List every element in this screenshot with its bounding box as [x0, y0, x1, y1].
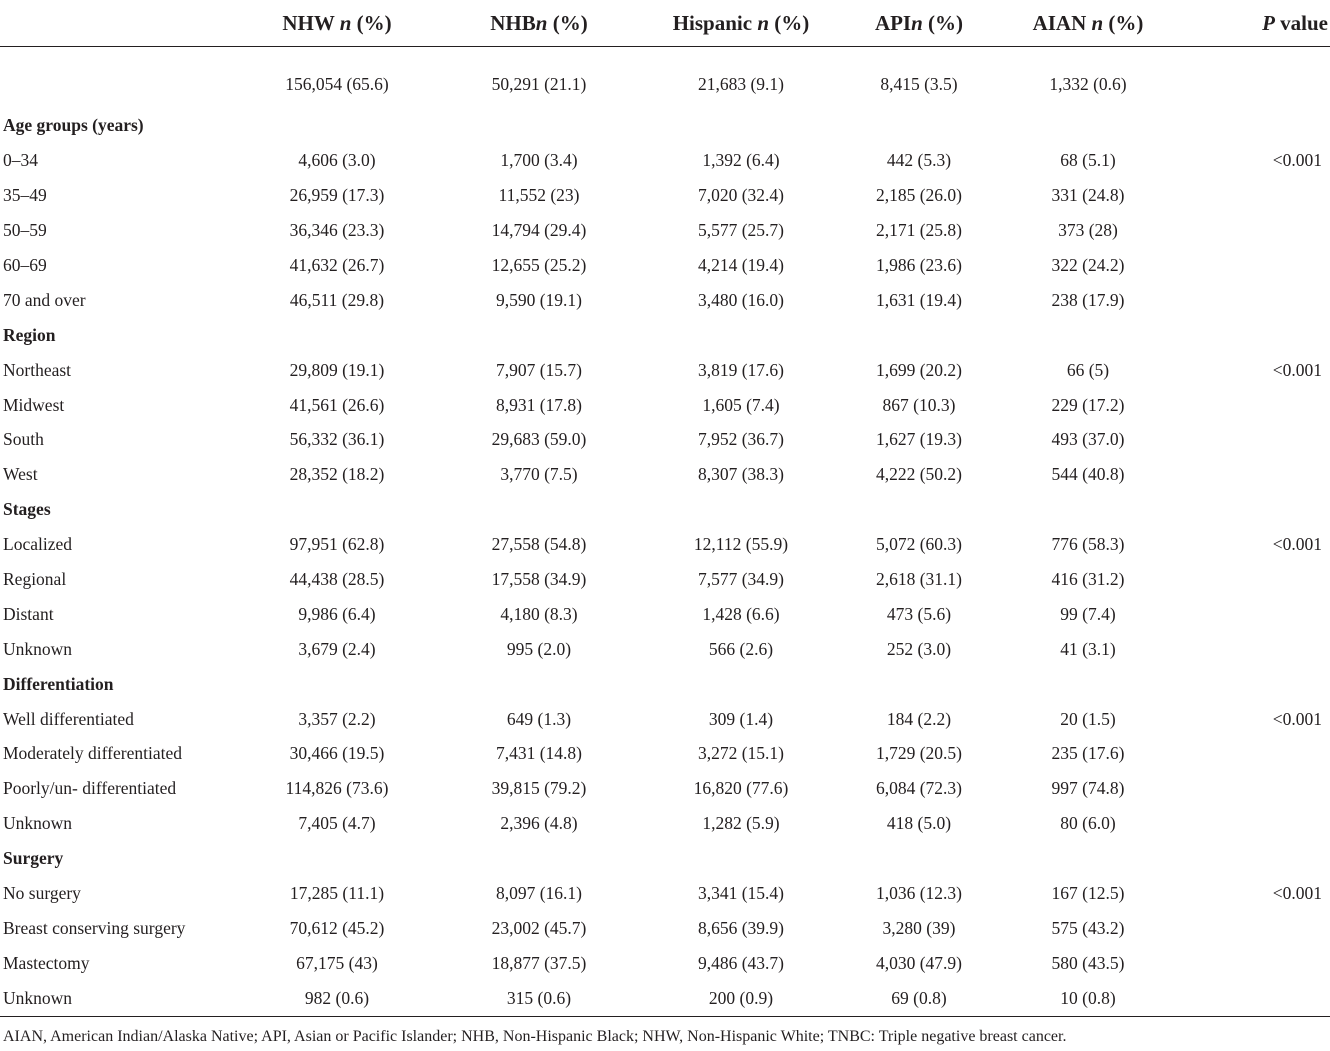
value-cell: 867 (10.3) [882, 394, 956, 415]
value-cell: 80 (6.0) [1060, 813, 1116, 834]
value-cell: 1,631 (19.4) [875, 289, 963, 310]
row-label: Moderately differentiated [3, 743, 182, 764]
column-header-italic: P [1262, 10, 1275, 35]
value-cell: 36,346 (23.3) [289, 220, 385, 241]
value-cell: 11,552 (23) [498, 185, 580, 206]
p-value-cell [1178, 841, 1330, 876]
column-header-suffix: value [1274, 10, 1328, 35]
table-body [0, 47, 1330, 1017]
value-cell: 1,036 (12.3) [875, 883, 963, 904]
value-cell: 8,415 (3.5) [880, 74, 958, 95]
p-value-cell [1178, 109, 1330, 144]
column-header-4 [840, 0, 998, 47]
table-row [0, 737, 1330, 772]
value-cell: 156,054 (65.6) [285, 74, 389, 95]
value-cell: 114,826 (73.6) [285, 778, 389, 799]
value-cell: 7,431 (14.8) [495, 743, 583, 764]
table-row [0, 213, 1330, 248]
section-label: Differentiation [3, 673, 114, 694]
p-value-cell [1178, 318, 1330, 353]
p-value-cell [1178, 806, 1330, 841]
value-cell: 26,959 (17.3) [289, 185, 385, 206]
value-cell: 12,655 (25.2) [491, 255, 587, 275]
column-header-suffix: (%) [351, 10, 392, 35]
p-value-cell [1178, 492, 1330, 527]
row-label: Midwest [3, 394, 65, 415]
value-cell: 12,112 (55.9) [693, 534, 789, 555]
value-cell: 9,486 (43.7) [697, 952, 785, 973]
value-cell: 28,352 (18.2) [289, 464, 385, 485]
p-value-cell [1178, 248, 1330, 283]
row-label [0, 47, 238, 109]
value-cell [998, 667, 1178, 702]
value-cell: 167 (12.5) [1051, 883, 1125, 904]
table-row [0, 981, 1330, 1016]
value-cell [436, 492, 642, 527]
value-cell: 29,683 (59.0) [491, 429, 587, 450]
table-row [0, 911, 1330, 946]
value-cell: 2,396 (4.8) [500, 813, 578, 834]
row-label: 35–49 [3, 185, 47, 206]
table-row [0, 457, 1330, 492]
value-cell: 238 (17.9) [1051, 289, 1125, 310]
value-cell [998, 109, 1178, 144]
table-row [0, 946, 1330, 981]
value-cell: 2,618 (31.1) [875, 569, 963, 590]
value-cell: 4,222 (50.2) [875, 464, 963, 485]
value-cell: 3,480 (16.0) [697, 289, 785, 310]
table-row [0, 527, 1330, 562]
value-cell: 575 (43.2) [1051, 917, 1125, 938]
value-cell [998, 841, 1178, 876]
value-cell: 1,700 (3.4) [500, 150, 578, 171]
value-cell: 27,558 (54.8) [491, 534, 587, 555]
p-value-cell [1178, 423, 1330, 458]
p-value-cell [1178, 632, 1330, 667]
value-cell: 3,357 (2.2) [298, 708, 376, 729]
row-label: South [3, 429, 44, 450]
value-cell [436, 667, 642, 702]
row-label: 0–34 [3, 150, 38, 171]
value-cell [642, 318, 840, 353]
p-value-cell [1178, 213, 1330, 248]
value-cell: 5,072 (60.3) [875, 534, 963, 555]
column-header-italic: n [911, 10, 923, 35]
value-cell: 1,605 (7.4) [702, 394, 780, 415]
value-cell: 9,986 (6.4) [298, 603, 376, 624]
p-value-cell [1178, 981, 1330, 1016]
value-cell: 1,627 (19.3) [875, 429, 963, 450]
row-label: 60–69 [3, 255, 47, 275]
column-header-text: NHW [282, 10, 340, 35]
value-cell: 44,438 (28.5) [289, 569, 385, 590]
value-cell: 16,820 (77.6) [693, 778, 789, 799]
header-row [0, 0, 1330, 47]
p-value-cell [1178, 178, 1330, 213]
value-cell: 7,020 (32.4) [697, 185, 785, 206]
value-cell [840, 492, 998, 527]
value-cell: 2,185 (26.0) [875, 185, 963, 206]
table-row [0, 876, 1330, 911]
column-header-text: NHB [490, 10, 536, 35]
table-row [0, 632, 1330, 667]
value-cell: 7,907 (15.7) [495, 359, 583, 380]
value-cell: 10 (0.8) [998, 981, 1178, 1016]
p-value-cell [1178, 47, 1330, 109]
value-cell: 229 (17.2) [1051, 394, 1125, 415]
table-row [0, 423, 1330, 458]
value-cell: 473 (5.6) [886, 603, 952, 624]
value-cell [840, 318, 998, 353]
table-footnote: AIAN, American Indian/Alaska Native; API, Asian or Pacific Islander; NHB, Non-Hispanic Black; NHW, Non-Hispanic White; TNBC: Triple negative breast cancer. [3, 1028, 1067, 1045]
column-header-text: Hispanic [672, 10, 758, 35]
column-header-italic: n [339, 10, 352, 35]
row-label: Northeast [3, 359, 72, 380]
column-header-italic: n [535, 10, 548, 35]
value-cell: 649 (1.3) [506, 708, 572, 729]
value-cell [238, 318, 436, 353]
value-cell: 68 (5.1) [1060, 150, 1116, 171]
value-cell [238, 841, 436, 876]
value-cell: 5,577 (25.7) [697, 220, 785, 241]
value-cell [642, 841, 840, 876]
value-cell: 997 (74.8) [1051, 778, 1125, 799]
value-cell: 20 (1.5) [1060, 708, 1116, 729]
column-header-text: API [874, 10, 912, 35]
value-cell: 309 (1.4) [708, 708, 774, 729]
column-header-text: AIAN [1032, 10, 1092, 35]
row-label: Unknown [0, 981, 238, 1016]
row-label: Regional [3, 569, 67, 590]
column-header-1 [238, 0, 436, 47]
value-cell: 4,606 (3.0) [298, 150, 376, 171]
p-value-cell [1178, 388, 1330, 423]
value-cell: 416 (31.2) [1051, 569, 1125, 590]
p-value-cell: <0.001 [1272, 359, 1322, 380]
value-cell: 9,590 (19.1) [495, 289, 583, 310]
value-cell: 331 (24.8) [1051, 185, 1125, 206]
value-cell: 982 (0.6) [238, 981, 436, 1016]
section-label: Surgery [3, 848, 64, 869]
value-cell: 8,656 (39.9) [697, 917, 785, 938]
p-value-cell: <0.001 [1272, 534, 1322, 555]
value-cell: 442 (5.3) [886, 150, 952, 171]
section-label: Region [3, 324, 56, 345]
value-cell: 70,612 (45.2) [289, 917, 385, 938]
value-cell: 99 (7.4) [1060, 603, 1116, 624]
column-header-suffix: (%) [547, 10, 588, 35]
row-label: Poorly/un- differentiated [3, 778, 177, 799]
value-cell [840, 841, 998, 876]
value-cell: 30,466 (19.5) [289, 743, 385, 764]
value-cell: 995 (2.0) [506, 638, 572, 659]
value-cell: 580 (43.5) [1051, 952, 1125, 973]
column-header-6 [1178, 0, 1330, 47]
value-cell: 184 (2.2) [886, 708, 952, 729]
table-row [0, 597, 1330, 632]
value-cell: 1,986 (23.6) [875, 255, 963, 275]
section-label: Age groups (years) [3, 115, 144, 136]
value-cell: 373 (28) [1058, 220, 1118, 241]
table-row [0, 283, 1330, 318]
value-cell: 252 (3.0) [886, 638, 952, 659]
value-cell: 23,002 (45.7) [491, 917, 587, 938]
table-row [0, 702, 1330, 737]
value-cell: 1,392 (6.4) [702, 150, 780, 171]
column-header-suffix: (%) [769, 10, 810, 35]
value-cell: 3,770 (7.5) [500, 464, 578, 485]
column-header-suffix: (%) [922, 10, 964, 35]
value-cell [238, 109, 436, 144]
value-cell: 418 (5.0) [886, 813, 952, 834]
value-cell: 776 (58.3) [1051, 534, 1125, 555]
table-row [0, 806, 1330, 841]
value-cell: 1,729 (20.5) [875, 743, 963, 764]
section-header-row [0, 109, 1330, 144]
section-header-row [0, 318, 1330, 353]
p-value-cell [1178, 667, 1330, 702]
column-header-3 [642, 0, 840, 47]
value-cell: 4,180 (8.3) [500, 603, 578, 624]
value-cell: 4,030 (47.9) [875, 952, 963, 973]
value-cell: 4,214 (19.4) [697, 255, 785, 275]
value-cell: 69 (0.8) [840, 981, 998, 1016]
p-value-cell [1178, 283, 1330, 318]
value-cell: 56,332 (36.1) [289, 429, 385, 450]
value-cell [998, 318, 1178, 353]
column-header-suffix: (%) [1103, 10, 1144, 35]
column-header-0 [0, 0, 238, 47]
value-cell [642, 492, 840, 527]
value-cell: 315 (0.6) [436, 981, 642, 1016]
value-cell: 66 (5) [1066, 359, 1110, 380]
value-cell: 39,815 (79.2) [491, 778, 587, 799]
p-value-cell [1178, 911, 1330, 946]
table-header [0, 0, 1330, 47]
value-cell: 3,679 (2.4) [298, 638, 376, 659]
table-row [0, 771, 1330, 806]
value-cell: 29,809 (19.1) [289, 359, 385, 380]
table-row [0, 353, 1330, 388]
row-label: West [3, 464, 38, 485]
column-header-2 [436, 0, 642, 47]
value-cell: 17,558 (34.9) [491, 569, 587, 590]
table-row [0, 388, 1330, 423]
value-cell: 566 (2.6) [708, 638, 774, 659]
section-label: Stages [3, 499, 51, 520]
table-row [0, 143, 1330, 178]
value-cell: 1,282 (5.9) [702, 813, 780, 834]
total-row [0, 47, 1330, 109]
section-header-row [0, 492, 1330, 527]
value-cell: 8,097 (16.1) [495, 883, 583, 904]
value-cell: 1,699 (20.2) [875, 359, 963, 380]
value-cell: 21,683 (9.1) [697, 74, 785, 95]
p-value-cell: <0.001 [1272, 708, 1322, 729]
value-cell [642, 109, 840, 144]
value-cell: 3,341 (15.4) [697, 883, 785, 904]
section-header-row [0, 841, 1330, 876]
value-cell [840, 667, 998, 702]
value-cell: 7,952 (36.7) [697, 429, 785, 450]
value-cell [436, 318, 642, 353]
value-cell: 17,285 (11.1) [289, 883, 385, 904]
value-cell: 8,931 (17.8) [495, 394, 583, 415]
value-cell: 18,877 (37.5) [491, 952, 587, 973]
value-cell: 67,175 (43) [296, 952, 378, 973]
value-cell: 1,332 (0.6) [1049, 74, 1127, 95]
value-cell [998, 492, 1178, 527]
table-row [0, 562, 1330, 597]
p-value-cell [1178, 946, 1330, 981]
value-cell: 50,291 (21.1) [491, 74, 587, 95]
table-row [0, 248, 1330, 283]
value-cell: 200 (0.9) [642, 981, 840, 1016]
row-label: Well differentiated [3, 708, 134, 729]
value-cell: 41,561 (26.6) [289, 394, 385, 415]
value-cell: 97,951 (62.8) [289, 534, 385, 555]
value-cell [840, 109, 998, 144]
value-cell [238, 492, 436, 527]
value-cell: 7,405 (4.7) [298, 813, 376, 834]
row-label: Unknown [3, 638, 73, 659]
p-value-cell: <0.001 [1272, 150, 1322, 171]
value-cell [642, 667, 840, 702]
value-cell: 544 (40.8) [1051, 464, 1125, 485]
value-cell: 41 (3.1) [1060, 638, 1116, 659]
row-label: No surgery [3, 883, 81, 904]
value-cell: 41,632 (26.7) [289, 255, 385, 275]
p-value-cell [1178, 562, 1330, 597]
value-cell: 3,280 (39) [882, 917, 956, 938]
row-label: Breast conserving surgery [3, 917, 186, 938]
section-header-row [0, 667, 1330, 702]
row-label: Localized [3, 534, 72, 555]
p-value-cell [1178, 597, 1330, 632]
row-label: 70 and over [3, 289, 86, 310]
value-cell: 2,171 (25.8) [875, 220, 963, 241]
column-header-italic: n [1091, 10, 1104, 35]
p-value-cell: <0.001 [1272, 883, 1322, 904]
column-header-5 [998, 0, 1178, 47]
value-cell: 46,511 (29.8) [289, 289, 385, 310]
value-cell [436, 109, 642, 144]
row-label: Mastectomy [3, 952, 90, 973]
value-cell: 235 (17.6) [1051, 743, 1125, 764]
value-cell: 14,794 (29.4) [491, 220, 587, 241]
value-cell: 322 (24.2) [1051, 255, 1125, 275]
value-cell: 3,819 (17.6) [697, 359, 785, 380]
value-cell: 8,307 (38.3) [697, 464, 785, 485]
p-value-cell [1178, 737, 1330, 772]
value-cell: 6,084 (72.3) [875, 778, 963, 799]
table-row [0, 178, 1330, 213]
value-cell [436, 841, 642, 876]
value-cell [238, 667, 436, 702]
value-cell: 493 (37.0) [1051, 429, 1125, 450]
row-label: 50–59 [3, 220, 47, 241]
value-cell: 3,272 (15.1) [697, 743, 785, 764]
value-cell: 1,428 (6.6) [702, 603, 780, 624]
row-label: Unknown [3, 813, 73, 834]
value-cell: 7,577 (34.9) [697, 569, 785, 590]
row-label: Distant [3, 603, 54, 624]
column-header-italic: n [757, 10, 770, 35]
p-value-cell [1178, 771, 1330, 806]
p-value-cell [1178, 457, 1330, 492]
